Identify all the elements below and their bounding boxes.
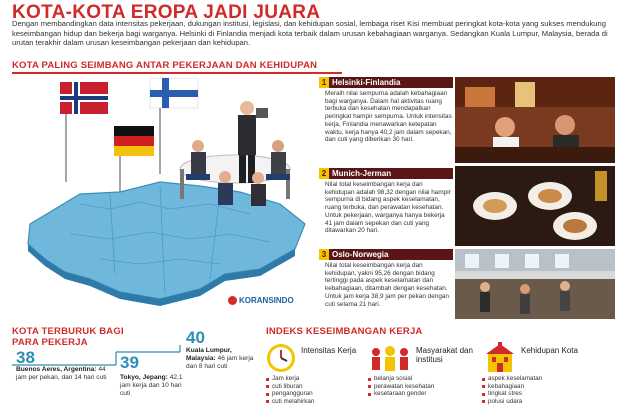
city-name: Buenos Aeres, Argentina:	[16, 366, 97, 373]
best-city-header	[319, 77, 453, 88]
best-city-header	[319, 249, 453, 260]
section-worst-title: KOTA TERBURUK BAGI PARA PEKERJA	[12, 326, 124, 348]
worst-city-item	[186, 347, 256, 370]
city-detail: 46 jam kerja dan 8 hari cuti	[186, 354, 254, 370]
rank-number: 38	[16, 348, 35, 367]
clock-icon	[265, 342, 297, 374]
city-description: Meraih nilai sempurna adalah kebahagiaan bagi warganya. Dalam hal aktivitas ruang terbuka dan kesehatan mendapatkan peringkat hampir sempurna. Untuk intensitas kerja, Finlandia menawarkan ketepatan waktu, kerja hanya 40,2 jam dalam sepekan, dan cuti yang diberikan 30 hari.	[325, 90, 452, 144]
city-name: Helsinki-Finlandia	[332, 78, 401, 87]
index-label: Intensitas Kerja	[301, 346, 357, 355]
list-item: kesetaraan gender	[368, 390, 434, 398]
europe-map-illustration	[10, 74, 312, 318]
index-label: Masyarakat dan institusi	[416, 346, 473, 364]
norway-flag-icon	[60, 82, 108, 182]
list-item: Jam kerja	[266, 375, 314, 383]
section-index-title: INDEKS KESEIMBANGAN KERJA	[266, 326, 423, 337]
list-item: cuti liburan	[266, 383, 314, 391]
list-item: pengangguran	[266, 390, 314, 398]
munich-photo	[455, 166, 615, 246]
koransindo-logo	[228, 296, 294, 305]
best-city-entry	[319, 168, 453, 235]
rank-badge: 1	[319, 77, 329, 88]
index-bullets	[482, 375, 542, 405]
worst-city-item	[120, 374, 184, 397]
oslo-photo	[455, 249, 615, 319]
list-item: polusi udara	[482, 398, 542, 406]
list-item: cuti melahirkan	[266, 398, 314, 406]
city-name: Kuala Lumpur, Malaysia:	[186, 347, 232, 362]
city-name: Oslo-Norwegia	[332, 250, 389, 259]
list-item: belanja sosial	[368, 375, 434, 383]
rank-badge: 2	[319, 168, 329, 179]
city-detail: 44 jam per pekan, dan 14 hari cuti	[16, 366, 107, 381]
list-item: kebahagiaan	[482, 383, 542, 391]
city-name: Tokyo, Jepang:	[120, 374, 168, 381]
logo-mark-icon	[228, 296, 237, 305]
list-item: tingkat stres	[482, 390, 542, 398]
people-icon	[368, 344, 412, 372]
city-description: Nilai total keseimbangan kerja dan kehidupan, yakni 95,26 dengan bidang tertinggi pada aspek keselamatan dan kebahagiaan, ditambah dengan kesehatan. Untuk jam kerja 38,9 jam per pekan dengan cuti selama 21 hari.	[325, 262, 449, 308]
list-item: perawatan kesehatan	[368, 383, 434, 391]
index-bullets	[266, 375, 314, 405]
intro-paragraph: Dengan membandingkan data intensitas pekerjaan, dukungan institusi, legislasi, dan kehidupan sosial, lembaga riset Kisi membuat peringkat kota-kota yang sukses mendukung keseimbangan hidup dan bekerja bagi warganya. Helsinki di Finlandia menjadi kota terbaik dalam urusan kebahagiaan warganya. Sedangkan Kuala Lumpur, Malaysia, berada di urutan terakhir dalam urusan keseimbangan pekerjaan dan kehidupan.	[12, 19, 608, 48]
section-best-title: KOTA PALING SEIMBANG ANTAR PEKERJAAN DAN KEHIDUPAN	[12, 60, 318, 71]
page-title: KOTA-KOTA EROPA JADI JUARA	[12, 2, 321, 23]
city-detail: 42,1 jam kerja dan 10 hari cuti	[120, 374, 183, 397]
rank-number: 39	[120, 353, 139, 372]
rank-badge: 3	[319, 249, 329, 260]
best-city-header	[319, 168, 453, 179]
best-city-entry	[319, 249, 453, 308]
rank-number: 40	[186, 328, 205, 347]
index-bullets	[368, 375, 434, 398]
city-building-icon	[482, 342, 518, 374]
best-city-entry	[319, 77, 453, 144]
city-name: Munich-Jerman	[332, 169, 392, 178]
logo-text: KORANSINDO	[239, 296, 294, 305]
city-description: Nilai total keseimbangan kerja dan kehidupan adalah 98,32 dengan nilai hampir sempurna di bidang aspek keselamatan, ruang terbuka, dan perawatan kesehatan. Untuk pekerjaan, warganya hanya bekerja 41 jam dalam sepekan dan cuti yang ditawarkan 20 hari.	[325, 181, 451, 235]
index-label: Kehidupan Kota	[521, 346, 578, 355]
finland-flag-icon	[150, 78, 198, 174]
helsinki-photo	[455, 77, 615, 163]
list-item: aspek keselamatan	[482, 375, 542, 383]
worst-city-item	[16, 366, 116, 382]
